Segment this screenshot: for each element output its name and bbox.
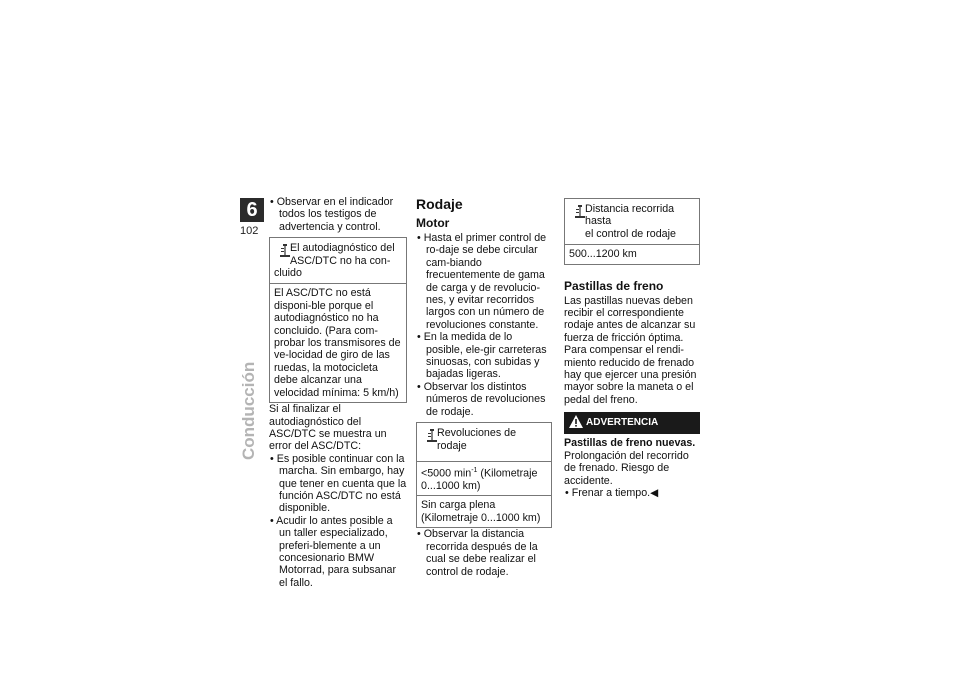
info-icon xyxy=(427,429,437,446)
info-box-head: Distancia recorrida hasta el control de rodaje xyxy=(565,199,699,244)
column-3 xyxy=(564,196,700,499)
info-box-row: 500...1200 km xyxy=(565,244,699,263)
list-item: • Observar en el indicador todos los testigos de advertencia y control. xyxy=(270,196,394,233)
section-subtitle: Pastillas de freno xyxy=(564,278,664,293)
info-icon xyxy=(280,244,290,261)
section-subtitle: Motor xyxy=(416,216,450,230)
info-box-row: <5000 $\min^{-1}$ (Kilometraje 0...1000 km) xyxy=(417,461,551,495)
info-box-body: El ASC/DTC no está disponi-ble porque el autodiagnóstico no ha concluido. (Para com-probar los transmisores de ve-locidad de giro de las ruedas, la motocicleta debe alcanzar una velocidad mínima: 5 km/h) xyxy=(270,283,406,402)
chapter-title: Conducción xyxy=(239,361,258,460)
warning-text: Prolongación del recorrido de frenado. Riesgo de accidente. xyxy=(564,449,689,487)
warning-banner: ADVERTENCIA xyxy=(564,412,700,434)
list-item: • Es posible continuar con la marcha. Sin embargo, hay que tener en cuenta que la función ASC/DTC no está disponible. xyxy=(270,452,407,515)
info-box-row: Sin carga plena (Kilometraje 0...1000 km) xyxy=(417,495,551,527)
section-title: Rodaje xyxy=(416,196,463,212)
warning-icon xyxy=(569,415,583,438)
list-item: • Observar la distancia recorrida después de la cual se debe realizar el control de rodaje. xyxy=(417,528,538,578)
info-box-head: Revoluciones de rodaje xyxy=(417,423,551,461)
list-item: • Acudir lo antes posible a un taller especializado, preferi-blemente a un concesionario BMW Motorrad, para subsanar el fallo. xyxy=(270,514,397,589)
info-box-head: El autodiagnóstico del ASC/DTC no ha con- cluido xyxy=(274,242,395,280)
chapter-number: 6 xyxy=(240,198,264,222)
list-item: • Observar los distintos números de revoluciones de rodaje. xyxy=(417,380,546,418)
end-mark: ◀ xyxy=(650,486,659,499)
info-box-rpm xyxy=(416,422,552,528)
list-item: • Hasta el primer control de ro-daje se debe circular cam-biando frecuentemente de gama de carga y de revolucio-nes, y evitar recorridos largos con un número de revoluciones constante. xyxy=(417,232,547,331)
list-item: • En la medida de lo posible, ele-gir carreteras sinuosas, con subidas y bajadas ligeras. xyxy=(417,331,547,381)
info-box-distance xyxy=(564,198,700,265)
column-1 xyxy=(269,196,407,589)
paragraph: Si al finalizar el autodiagnóstico del ASC/DTC se muestra un error del ASC/DTC: xyxy=(269,403,387,453)
page-number: 102 xyxy=(240,225,259,237)
list-item: • Frenar a tiempo.◀ xyxy=(565,486,659,499)
warning-title: Pastillas de freno nuevas. xyxy=(564,437,696,450)
paragraph: Las pastillas nuevas deben recibir el correspondiente rodaje antes de alcanzar su fuerza de fricción óptima. Para compensar el rendi-miento reducido de frenado hay que ejercer una presión mayor sobre la maneta o el pedal del freno. xyxy=(564,294,697,406)
info-icon xyxy=(575,205,585,222)
column-2 xyxy=(416,196,552,578)
info-box-asc-dtc xyxy=(269,237,407,403)
